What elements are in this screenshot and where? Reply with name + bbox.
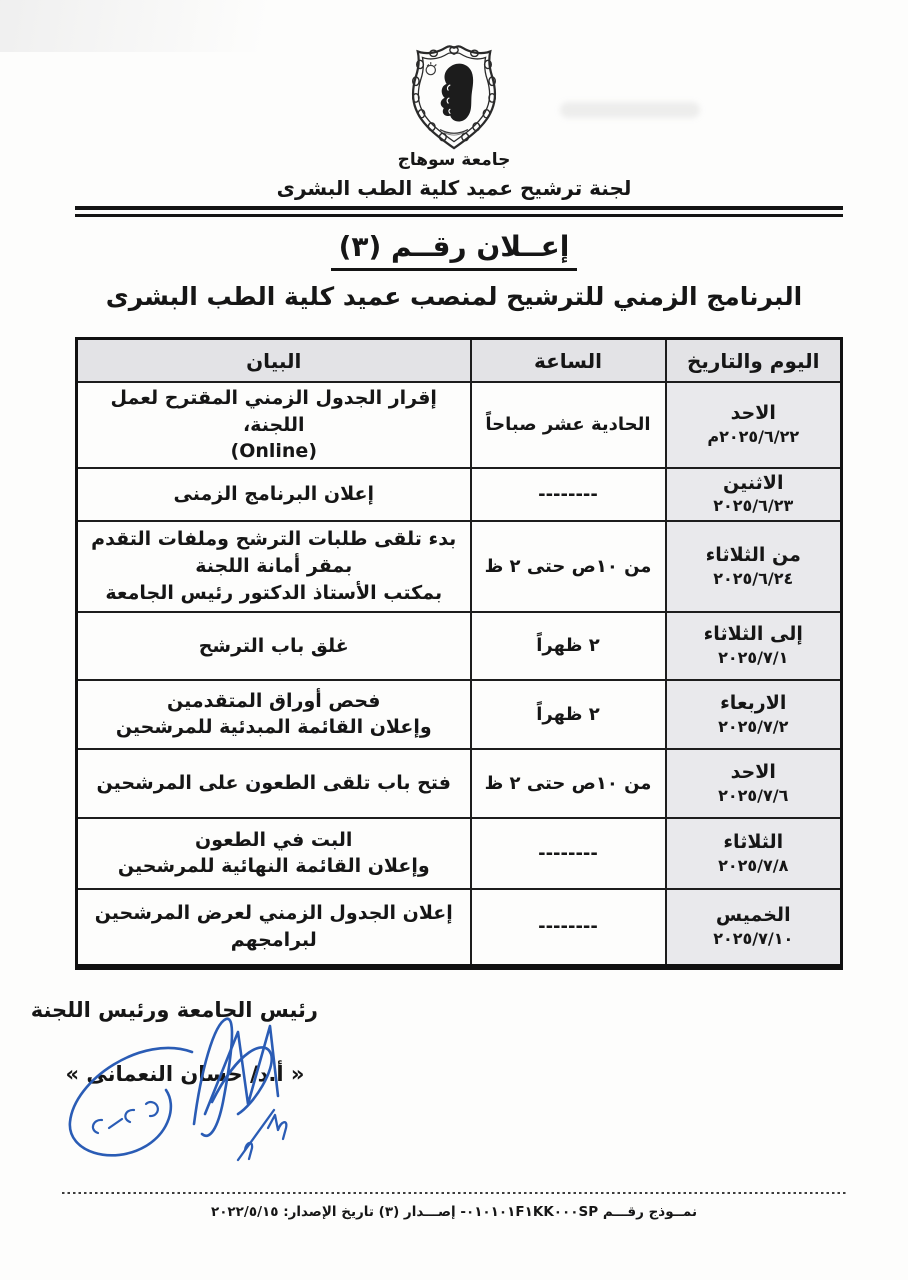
form-number-code: ٠١٠١٠١F١KK٠٠٠SP bbox=[465, 1204, 599, 1220]
schedule-table bbox=[75, 337, 843, 970]
day-date: ٢٠٢٥/٧/٨ bbox=[718, 855, 789, 875]
form-number-suffix: - إصـــدار (٣) تاريخ الإصدار: ٢٠٢٢/٥/١٥ bbox=[210, 1204, 466, 1220]
day-date: ٢٠٢٥/٦/٢٣ bbox=[713, 496, 794, 516]
footer-dashed-divider bbox=[62, 1192, 848, 1194]
day-name: الاحد bbox=[730, 402, 776, 425]
day-name: الاربعاء bbox=[720, 691, 787, 714]
statement-line: بمقر أمانة اللجنة bbox=[195, 555, 353, 578]
time-cell: ٢ ظهراً bbox=[471, 680, 666, 749]
announcement-title-text: إعــلان رقــم (٣) bbox=[331, 230, 578, 271]
statement-cell bbox=[77, 680, 471, 749]
handwritten-signature-icon bbox=[42, 1006, 362, 1178]
statement-line: إعلان الجدول الزمني لعرض المرشحين bbox=[94, 902, 453, 925]
day-name: الاثنين bbox=[723, 471, 784, 494]
statement-line: بدء تلقى طلبات الترشح وملفات التقدم bbox=[91, 528, 457, 551]
day-name: إلى الثلاثاء bbox=[703, 623, 803, 646]
day-cell bbox=[666, 612, 842, 680]
time-cell: -------- bbox=[471, 468, 666, 521]
table-row bbox=[77, 521, 842, 612]
statement-line: بمكتب الأستاذ الدكتور رئيس الجامعة bbox=[105, 581, 443, 604]
day-cell bbox=[666, 382, 842, 468]
statement-line: لبرامجهم bbox=[230, 928, 317, 951]
statement-cell bbox=[77, 382, 471, 468]
time-cell: من ١٠ص حتى ٢ ظ bbox=[471, 521, 666, 612]
day-date: ٢٠٢٥/٧/١ bbox=[718, 648, 789, 667]
statement-line: (Online) bbox=[230, 440, 317, 463]
day-date: ٢٠٢٥/٦/٢٢م bbox=[707, 427, 800, 447]
statement-line: غلق باب الترشح bbox=[198, 634, 349, 657]
signatory-name: « أ.د/ حسان النعمانى » bbox=[65, 1062, 305, 1086]
column-header-time: الساعة bbox=[471, 339, 666, 383]
committee-name: لجنة ترشيح عميد كلية الطب البشرى bbox=[276, 176, 632, 200]
time-cell: الحادية عشر صباحاً bbox=[471, 382, 666, 468]
announcement-title bbox=[0, 230, 908, 271]
time-cell: -------- bbox=[471, 889, 666, 967]
statement-cell bbox=[77, 612, 471, 680]
statement-line: فتح باب تلقى الطعون على المرشحين bbox=[96, 772, 451, 795]
statement-line: البت في الطعون bbox=[195, 828, 353, 851]
statement-line: فحص أوراق المتقدمين bbox=[167, 689, 381, 712]
table-row bbox=[77, 382, 842, 468]
time-cell: -------- bbox=[471, 818, 666, 889]
university-logo bbox=[0, 44, 908, 150]
column-header-statement: البيان bbox=[77, 339, 471, 383]
day-date: ٢٠٢٥/٧/١٠ bbox=[713, 929, 794, 948]
statement-cell bbox=[77, 818, 471, 889]
university-name: جامعة سوهاج bbox=[397, 150, 511, 170]
day-name: الاحد bbox=[730, 760, 776, 783]
form-number-prefix: نمــوذج رقـــم bbox=[598, 1204, 698, 1220]
form-number-line bbox=[0, 1204, 908, 1220]
statement-cell bbox=[77, 521, 471, 612]
table-row bbox=[77, 612, 842, 680]
table-header-row bbox=[77, 339, 842, 383]
statement-line: وإعلان القائمة النهائية للمرشحين bbox=[117, 855, 430, 878]
day-date: ٢٠٢٥/٧/٦ bbox=[718, 785, 789, 805]
day-cell bbox=[666, 468, 842, 521]
day-date: ٢٠٢٥/٧/٢ bbox=[718, 716, 789, 736]
day-cell bbox=[666, 818, 842, 889]
sohag-university-emblem-icon bbox=[398, 44, 510, 150]
time-cell: من ١٠ص حتى ٢ ظ bbox=[471, 749, 666, 818]
day-cell bbox=[666, 889, 842, 967]
announcement-subtitle: البرنامج الزمني للترشيح لمنصب عميد كلية الطب البشرى bbox=[105, 282, 803, 311]
day-cell bbox=[666, 680, 842, 749]
time-cell: ٢ ظهراً bbox=[471, 612, 666, 680]
statement-cell bbox=[77, 468, 471, 521]
header-double-rule bbox=[75, 206, 843, 217]
table-row bbox=[77, 749, 842, 818]
table-row bbox=[77, 680, 842, 749]
table-row bbox=[77, 889, 842, 967]
day-name: الخميس bbox=[715, 904, 791, 927]
day-name: الثلاثاء bbox=[723, 830, 784, 853]
statement-cell bbox=[77, 749, 471, 818]
column-header-day: اليوم والتاريخ bbox=[666, 339, 842, 383]
day-name: من الثلاثاء bbox=[705, 543, 801, 566]
statement-cell bbox=[77, 889, 471, 967]
day-date: ٢٠٢٥/٦/٢٤ bbox=[713, 568, 794, 588]
signature-title: رئيس الجامعة ورئيس اللجنة bbox=[30, 998, 318, 1022]
table-row bbox=[77, 818, 842, 889]
table-row bbox=[77, 468, 842, 521]
day-cell bbox=[666, 749, 842, 818]
statement-line: إعلان البرنامج الزمنى bbox=[173, 483, 375, 506]
day-cell bbox=[666, 521, 842, 612]
statement-line: إقرار الجدول الزمني المقترح لعمل اللجنة، bbox=[110, 387, 437, 436]
statement-line: وإعلان القائمة المبدئية للمرشحين bbox=[115, 716, 432, 739]
